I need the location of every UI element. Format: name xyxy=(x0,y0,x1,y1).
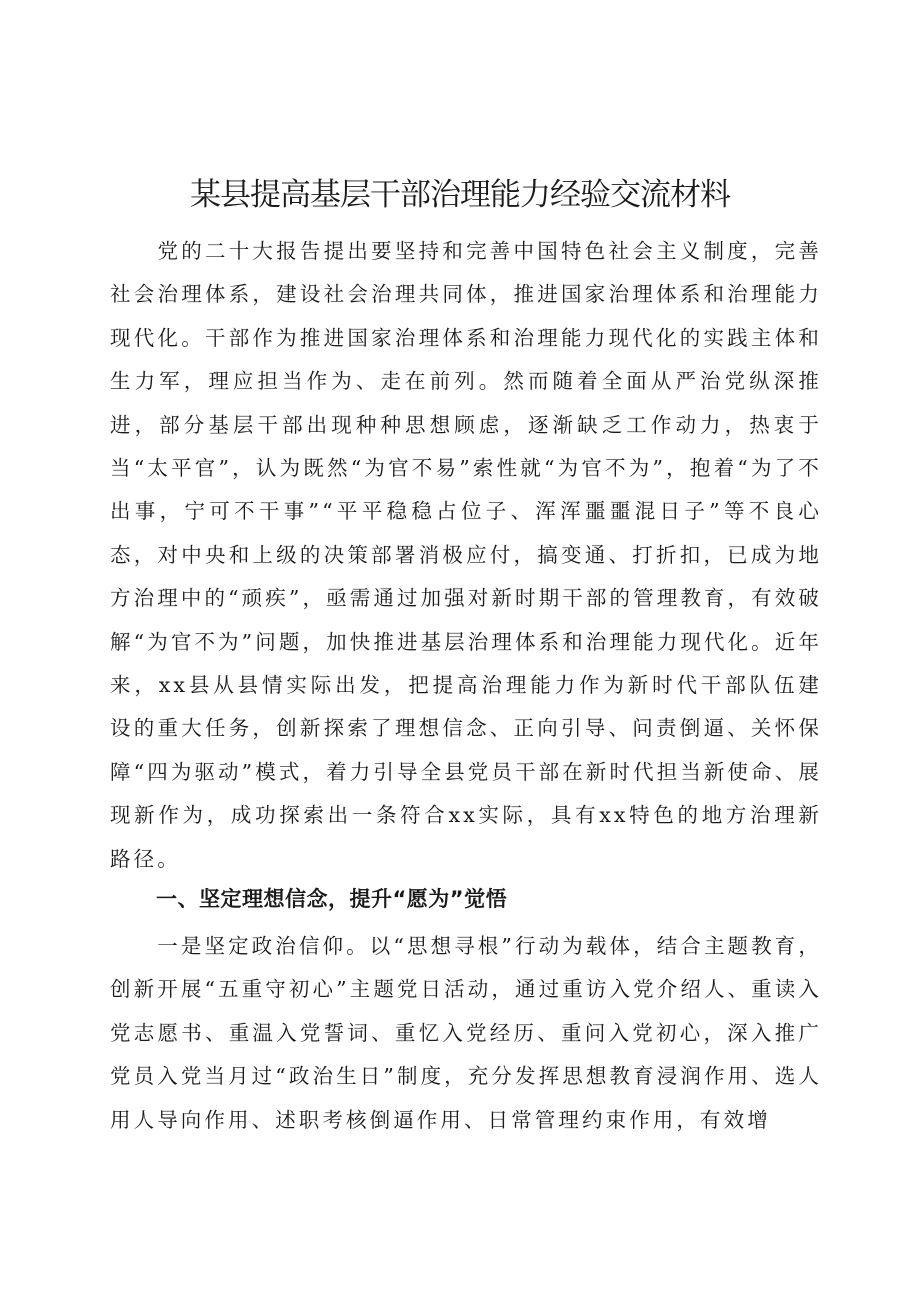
section-paragraph: 一是坚定政治信仰。以“思想寻根”行动为载体，结合主题教育，创新开展“五重守初心”主题党日活动，通过重访入党介绍人、重读入党志愿书、重温入党誓词、重忆入党经历、重问入党初心，深入推广党员入党当月过“政治生日”制度，充分发挥思想教育浸润作用、选人用人导向作用、述职考核倒逼作用、日常管理约束作用，有效增 xyxy=(110,934,822,1132)
intro-paragraph: 党的二十大报告提出要坚持和完善中国特色社会主义制度，完善社会治理体系，建设社会治理共同体，推进国家治理体系和治理能力现代化。干部作为推进国家治理体系和治理能力现代化的实践主体和生力军，理应担当作为、走在前列。然而随着全面从严治党纵深推进，部分基层干部出现种种思想顾虑，逐渐缺乏工作动力，热衷于当“太平官”，认为既然“为官不易”索性就“为官不为”，抱着“为了不出事，宁可不干事”“平平稳稳占位子、浑浑噩噩混日子”等不良心态，对中央和上级的决策部署消极应付，搞变通、打折扣，已成为地方治理中的“顽疾”，亟需通过加强对新时期干部的管理教育，有效破解“为官不为”问题，加快推进基层治理体系和治理能力现代化。近年来，xx县从县情实际出发，把提高治理能力作为新时代干部队伍建设的重大任务，创新探索了理想信念、正向引导、问责倒逼、关怀保障“四为驱动”模式，着力引导全县党员干部在新时代担当新使命、展现新作为，成功探索出一条符合xx实际，具有xx特色的地方治理新路径。 xyxy=(110,239,822,871)
document-title: 某县提高基层干部治理能力经验交流材料 xyxy=(190,177,730,213)
section-heading: 一、坚定理想信念，提升“愿为”觉悟 xyxy=(156,887,508,911)
